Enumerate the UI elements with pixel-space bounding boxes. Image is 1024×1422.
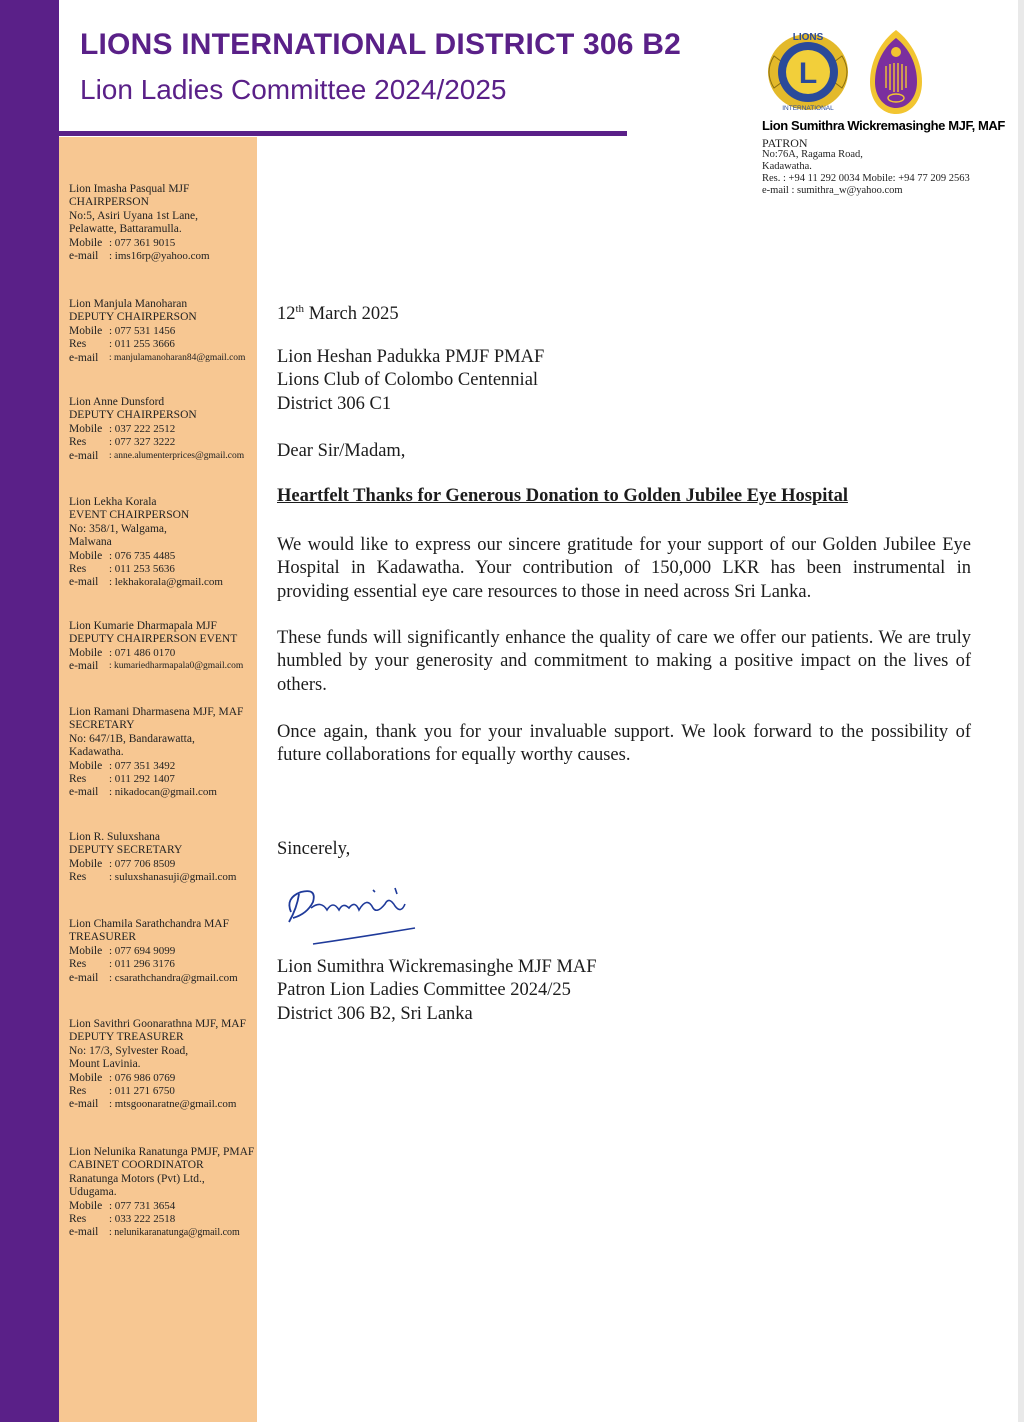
contact-label: e-mail bbox=[69, 449, 99, 462]
contact-value: : ims16rp@yahoo.com bbox=[109, 250, 210, 263]
date-day: 12 bbox=[277, 304, 296, 325]
contact-value: : suluxshanasuji@gmail.com bbox=[109, 871, 237, 884]
body-paragraph: Once again, thank you for your invaluable support. We look forward to the possibility of future collaborations for equally worthy causes. bbox=[277, 722, 971, 766]
signatory-name: Lion Sumithra Wickremasinghe MJF MAF bbox=[277, 957, 597, 977]
member-name: Lion Savithri Goonarathna MJF, MAF bbox=[69, 1018, 247, 1030]
member-card bbox=[69, 831, 259, 885]
patron-address-line-1: No:76A, Ragama Road, bbox=[762, 149, 863, 160]
contact-label: e-mail bbox=[69, 250, 99, 263]
contact-label: Mobile bbox=[69, 1071, 103, 1084]
member-card bbox=[69, 1018, 259, 1112]
contact-label: Mobile bbox=[69, 236, 103, 249]
recipient-club: Lions Club of Colombo Centennial bbox=[277, 370, 539, 391]
contact-value: : mtsgoonaratne@gmail.com bbox=[109, 1098, 237, 1111]
member-role: DEPUTY CHAIRPERSON bbox=[69, 409, 197, 422]
lions-logo-letter: L bbox=[798, 57, 818, 90]
member-card bbox=[69, 918, 259, 985]
date-suffix: th bbox=[295, 303, 305, 315]
member-address: Udugama. bbox=[69, 1186, 117, 1199]
member-role: CHAIRPERSON bbox=[69, 196, 149, 209]
contact-value: : 077 694 9099 bbox=[109, 944, 176, 957]
member-name: Lion Anne Dunsford bbox=[69, 396, 165, 408]
recipient-name: Lion Heshan Padukka PMJF PMAF bbox=[277, 347, 545, 367]
member-address: Pelawatte, Battaramulla. bbox=[69, 223, 182, 236]
signatory-title: Patron Lion Ladies Committee 2024/25 bbox=[277, 980, 571, 1001]
member-role: SECRETARY bbox=[69, 719, 135, 732]
contact-value: : 011 253 5636 bbox=[109, 563, 175, 576]
contact-label: e-mail bbox=[69, 786, 99, 799]
svg-text:LIONS: LIONS bbox=[792, 32, 824, 43]
contact-value: : nikadocan@gmail.com bbox=[109, 786, 217, 799]
member-role: CABINET COORDINATOR bbox=[69, 1159, 204, 1172]
member-role: TREASURER bbox=[69, 931, 137, 944]
member-name: Lion Manjula Manoharan bbox=[69, 298, 188, 310]
contact-label: Res bbox=[69, 1085, 87, 1098]
date-month-year: March 2025 bbox=[304, 304, 399, 325]
contact-label: Mobile bbox=[69, 944, 103, 957]
closing: Sincerely, bbox=[277, 839, 351, 859]
recipient-district: District 306 C1 bbox=[277, 393, 392, 414]
member-address: Mount Lavinia. bbox=[69, 1058, 141, 1071]
contact-value: : 011 255 3666 bbox=[109, 338, 175, 351]
contact-label: Mobile bbox=[69, 646, 103, 659]
member-name: Lion Chamila Sarathchandra MAF bbox=[69, 918, 230, 930]
member-role: DEPUTY CHAIRPERSON bbox=[69, 311, 197, 324]
lion-ladies-emblem bbox=[866, 28, 926, 116]
patron-name: Lion Sumithra Wickremasinghe MJF, MAF bbox=[762, 118, 1005, 133]
contact-value: : 077 731 3654 bbox=[109, 1199, 176, 1212]
patron-block bbox=[762, 118, 1012, 197]
contact-label: e-mail bbox=[69, 1226, 99, 1239]
contact-label: Res bbox=[69, 958, 87, 971]
letter-date bbox=[277, 298, 399, 326]
letter-subject: Heartfelt Thanks for Generous Donation to Golden Jubilee Eye Hospital bbox=[277, 486, 848, 506]
member-card bbox=[69, 620, 259, 674]
contact-label: e-mail bbox=[69, 971, 99, 984]
member-card bbox=[69, 183, 259, 263]
signatory-block bbox=[277, 956, 597, 1026]
patron-phone: Res. : +94 11 292 0034 Mobile: +94 77 209 2563 bbox=[762, 173, 970, 184]
page-edge bbox=[1018, 0, 1024, 1422]
contact-label: Res bbox=[69, 871, 87, 884]
contact-label: Mobile bbox=[69, 759, 103, 772]
member-card bbox=[69, 396, 259, 463]
letterhead-title: LIONS INTERNATIONAL DISTRICT 306 B2 bbox=[80, 28, 681, 61]
contact-label: Res bbox=[69, 773, 87, 786]
member-address: No: 647/1B, Bandarawatta, bbox=[69, 732, 195, 745]
contact-value: : anne.alumenterprices@gmail.com bbox=[109, 450, 245, 461]
contact-value: : 076 986 0769 bbox=[109, 1071, 176, 1084]
member-address: No: 358/1, Walgama, bbox=[69, 522, 167, 535]
body-paragraph: These funds will significantly enhance the quality of care we offer our patients. We are truly humbled by your generosity and commitment to making a positive impact on the lives of others. bbox=[277, 628, 971, 695]
contact-label: Res bbox=[69, 436, 87, 449]
member-role: DEPUTY SECRETARY bbox=[69, 844, 183, 857]
member-name: Lion R. Suluxshana bbox=[69, 831, 161, 843]
contact-value: : 037 222 2512 bbox=[109, 422, 176, 435]
contact-value: : 076 735 4485 bbox=[109, 549, 176, 562]
salutation: Dear Sir/Madam, bbox=[277, 441, 406, 461]
contact-label: e-mail bbox=[69, 576, 99, 589]
contact-value: : 011 292 1407 bbox=[109, 773, 175, 786]
contact-label: Res bbox=[69, 1213, 87, 1226]
member-address: Kadawatha. bbox=[69, 746, 124, 759]
left-accent-bar bbox=[0, 0, 59, 1422]
member-role: EVENT CHAIRPERSON bbox=[69, 509, 190, 522]
member-card bbox=[69, 298, 259, 365]
letterhead-subtitle: Lion Ladies Committee 2024/2025 bbox=[80, 74, 507, 105]
contact-value: : 033 222 2518 bbox=[109, 1213, 176, 1226]
lions-international-logo bbox=[760, 26, 856, 118]
contact-label: Res bbox=[69, 563, 87, 576]
svg-text:INTERNATIONAL: INTERNATIONAL bbox=[782, 105, 834, 112]
member-name: Lion Imasha Pasqual MJF bbox=[69, 183, 190, 195]
member-role: DEPUTY CHAIRPERSON EVENT bbox=[69, 633, 238, 646]
contact-value: : 077 706 8509 bbox=[109, 857, 176, 870]
member-address: No:5, Asiri Uyana 1st Lane, bbox=[69, 209, 199, 222]
contact-value: : 011 296 3176 bbox=[109, 958, 175, 971]
signatory-district: District 306 B2, Sri Lanka bbox=[277, 1003, 473, 1024]
member-address: No: 17/3, Sylvester Road, bbox=[69, 1044, 189, 1057]
contact-value: : csarathchandra@gmail.com bbox=[109, 971, 238, 984]
member-address: Malwana bbox=[69, 536, 112, 549]
patron-role: PATRON bbox=[762, 136, 808, 150]
member-card bbox=[69, 706, 259, 800]
contact-value: : 077 531 1456 bbox=[109, 324, 176, 337]
contact-label: Mobile bbox=[69, 422, 103, 435]
contact-value: : kumariedharmapala0@gmail.com bbox=[109, 661, 244, 672]
member-card bbox=[69, 1146, 259, 1240]
contact-label: e-mail bbox=[69, 351, 99, 364]
contact-label: Mobile bbox=[69, 549, 103, 562]
member-name: Lion Lekha Korala bbox=[69, 496, 157, 508]
contact-value: : 011 271 6750 bbox=[109, 1085, 175, 1098]
member-name: Lion Kumarie Dharmapala MJF bbox=[69, 620, 217, 632]
recipient-block bbox=[277, 346, 544, 416]
handwritten-signature bbox=[277, 878, 437, 950]
member-name: Lion Ramani Dharmasena MJF, MAF bbox=[69, 706, 244, 718]
contact-value: : 071 486 0170 bbox=[109, 646, 176, 659]
contact-value: : 077 361 9015 bbox=[109, 236, 176, 249]
contact-value: : manjulamanoharan84@gmail.com bbox=[109, 352, 246, 363]
patron-email: e-mail : sumithra_w@yahoo.com bbox=[762, 185, 903, 196]
contact-value: : 077 327 3222 bbox=[109, 436, 176, 449]
contact-value: : lekhakorala@gmail.com bbox=[109, 576, 223, 589]
contact-label: Mobile bbox=[69, 857, 103, 870]
member-role: DEPUTY TREASURER bbox=[69, 1031, 184, 1044]
header-divider bbox=[59, 131, 627, 136]
patron-address-line-2: Kadawatha. bbox=[762, 161, 812, 172]
contact-value: : 077 351 3492 bbox=[109, 759, 176, 772]
contact-label: e-mail bbox=[69, 1098, 99, 1111]
member-address: Ranatunga Motors (Pvt) Ltd., bbox=[69, 1172, 205, 1185]
body-paragraph: We would like to express our sincere gratitude for your support of our Golden Jubilee Eye Hospital in Kadawatha. Your contribution of 150,000 LKR has been instrumental in providing essential eye care resources to those in need across Sri Lanka. bbox=[277, 535, 971, 602]
member-card bbox=[69, 496, 259, 590]
contact-value: : nelunikaranatunga@gmail.com bbox=[109, 1227, 240, 1239]
contact-label: Mobile bbox=[69, 1199, 103, 1212]
contact-label: Mobile bbox=[69, 324, 103, 337]
contact-label: Res bbox=[69, 338, 87, 351]
member-name: Lion Nelunika Ranatunga PMJF, PMAF bbox=[69, 1146, 255, 1158]
contact-label: e-mail bbox=[69, 660, 99, 673]
